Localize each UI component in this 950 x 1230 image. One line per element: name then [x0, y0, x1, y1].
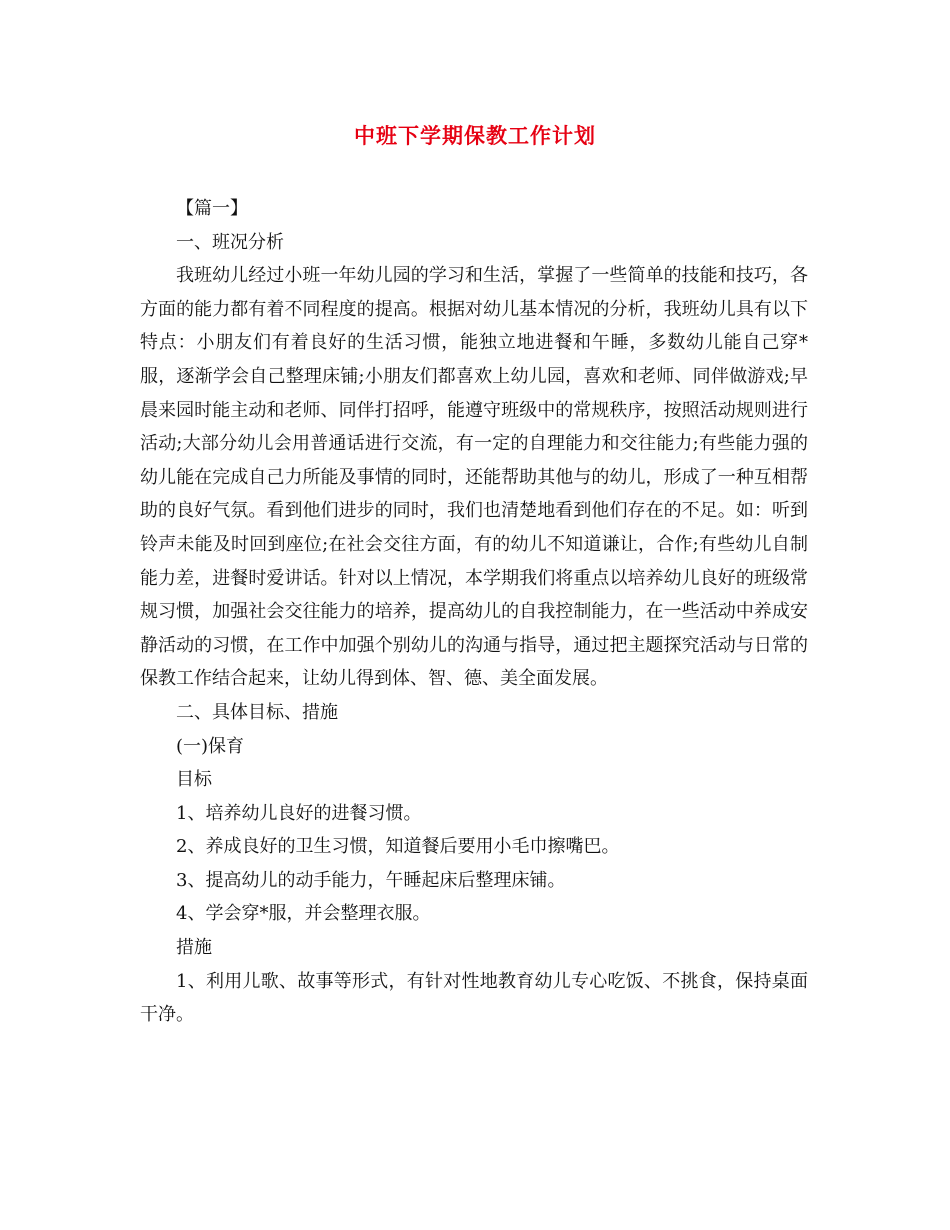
section-heading-goals-measures: 二、具体目标、措施 [176, 701, 338, 723]
goal-item: 3、提高幼儿的动手能力，午睡起床后整理床铺。 [176, 869, 566, 891]
measure-item: 1、利用儿歌、故事等形式，有针对性地教育幼儿专心吃饭、不挑食，保持桌面干净。 [140, 970, 808, 1026]
goal-item: 1、培养幼儿良好的进餐习惯。 [176, 802, 422, 824]
goals-heading: 目标 [176, 769, 212, 791]
part-label: 【篇一】 [176, 198, 248, 219]
goal-item: 4、学会穿*服，并会整理衣服。 [176, 903, 431, 925]
document-title: 中班下学期保教工作计划 [354, 123, 596, 148]
goal-item: 2、养成良好的卫生习惯，知道餐后要用小毛巾擦嘴巴。 [176, 836, 620, 858]
measures-heading: 措施 [176, 937, 212, 959]
class-analysis-paragraph: 我班幼儿经过小班一年幼儿园的学习和生活，掌握了一些简单的技能和技巧，各方面的能力都有着不同程度的提高。根据对幼儿基本情况的分析，我班幼儿具有以下特点：小朋友们有着良好的生活习惯，能独立地进餐和午睡，多数幼儿能自己穿*服，逐渐学会自己整理床铺;小朋友们都喜欢上幼儿园，喜欢和老师、同伴做游戏;早晨来园时能主动和老师、同伴打招呼，能遵守班级中的常规秩序，按照活动规则进行活动;大部分幼儿会用普通话进行交流，有一定的自理能力和交往能力;有些能力强的幼儿能在完成自己力所能及事情的同时，还能帮助其他与的幼儿，形成了一种互相帮助的良好气氛。看到他们进步的同时，我们也清楚地看到他们存在的不足。如：听到铃声未能及时回到座位;在社会交往方面，有的幼儿不知道谦让，合作;有些幼儿自制能力差，进餐时爱讲话。针对以上情况，本学期我们将重点以培养幼儿良好的班级常规习惯，加强社会交往能力的培养，提高幼儿的自我控制能力，在一些活动中养成安静活动的习惯，在工作中加强个别幼儿的沟通与指导，通过把主题探究活动与日常的保教工作结合起来，让幼儿得到体、智、德、美全面发展。 [140, 265, 808, 690]
subsection-heading-care: (一)保育 [176, 735, 245, 757]
section-heading-class-analysis: 一、班况分析 [176, 231, 284, 253]
document-body [140, 192, 808, 1032]
